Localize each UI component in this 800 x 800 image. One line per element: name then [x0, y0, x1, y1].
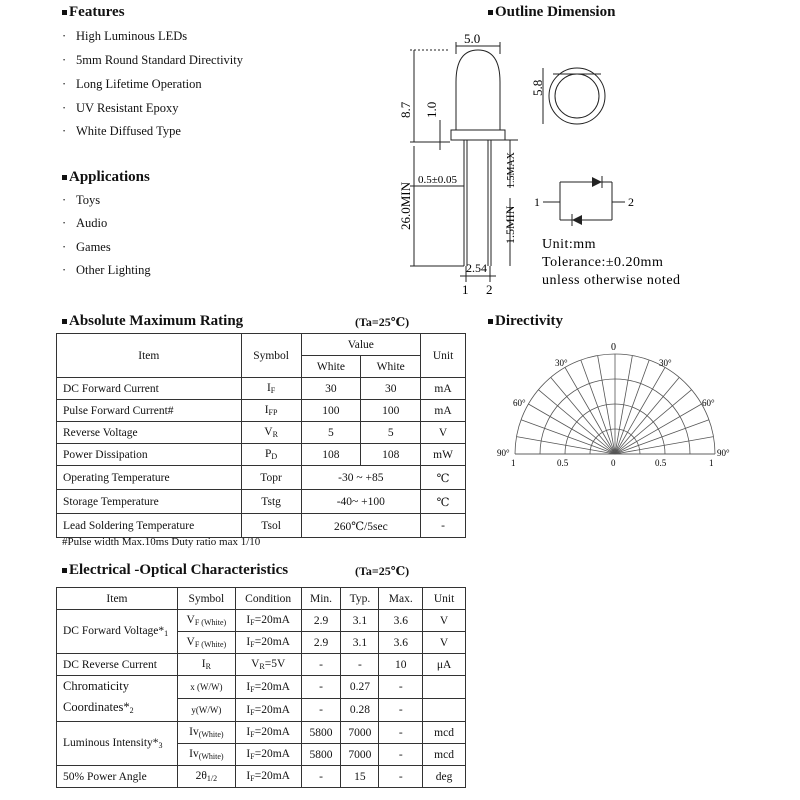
directivity-title: Directivity: [488, 313, 563, 330]
schematic-pin-2: 2: [628, 195, 634, 209]
eo-title: Electrical -Optical Characteristics: [62, 562, 288, 579]
section-bullet-icon: [62, 10, 67, 15]
eo-table: Item Symbol Condition Min. Typ. Max. Unit DC Forward $Voltage*_1$ $V_{F (White)}$ $I_F=20mA$ 2.9 3.1 3.6 V $V_{F (White)}$ $I_F=20mA$ 2.9 3.1 3.6 V DC Reverse Current $I_R$ $V_R=5V$ - - 10 μA Chromaticity $Coordinates*_2$ x (W/W) $I_F=20mA$ - 0.27 - y(W/W) $I_F=20mA$ - 0.28 - Luminous $Intensity*_3$ $Iv_{(White)}$ $I_F=20mA$ 5800 7000 - mcd $Iv_{(White)}$ $I_F=20mA$ 5800 7000 - mcd 50% Power Angle $2\theta_{1/2}$ $I_F=20mA$ - 15 - deg: [56, 587, 466, 788]
table-row: Chromaticity $Coordinates*_2$ x (W/W) $I_F=20mA$ - 0.27 -: [57, 676, 466, 699]
table-row: Pulse Forward Current# $I_{FP}$ 100 100 mA: [57, 400, 466, 422]
table-row: Storage Temperature Tstg -40~ +100 ℃: [57, 490, 466, 514]
col-value: Value: [301, 334, 421, 356]
outline-drawing: [380, 20, 740, 300]
dim-max: 1.5MAX: [506, 152, 517, 188]
diode-arrow-icon: [572, 215, 582, 225]
table-row: $V_{F (White)}$ $I_F=20mA$ 2.9 3.1 3.6 V: [57, 632, 466, 654]
table-row: Lead Soldering Temperature Tsol 260℃/5sec -: [57, 514, 466, 538]
application-item: · Other Lighting: [62, 263, 151, 277]
col-item: Item: [57, 334, 242, 378]
axis-05r: 0.5: [655, 458, 667, 468]
pin-2: 2: [486, 282, 493, 297]
table-row: DC Reverse Current $I_R$ $V_R=5V$ - - 10 μA: [57, 654, 466, 676]
dim-min-length: 26.0MIN: [398, 181, 413, 230]
table-row: Reverse Voltage $V_R$ 5 5 V: [57, 422, 466, 444]
directivity-chart: [495, 336, 745, 471]
feature-item: · 5mm Round Standard Directivity: [62, 53, 243, 67]
eo-ta: (Ta=25℃): [355, 564, 410, 578]
dim-lead: 0.5±0.05: [418, 174, 458, 186]
abs-max-ta: (Ta=25℃): [355, 315, 410, 329]
section-bullet-icon: [62, 568, 67, 573]
dim-min: 1.5MIN: [503, 205, 517, 244]
application-item: · Audio: [62, 216, 108, 230]
dim-diameter: 5.8: [530, 79, 545, 96]
label-l90: 90°: [497, 448, 510, 458]
pin-1: 1: [462, 282, 469, 297]
section-bullet-icon: [488, 10, 493, 15]
led-front-outline: [549, 68, 605, 124]
axis-1r: 1: [709, 458, 714, 468]
schematic-pin-1: 1: [534, 195, 540, 209]
feature-item: · High Luminous LEDs: [62, 29, 188, 43]
axis-0: 0: [611, 458, 616, 468]
table-row: DC Forward $Voltage*_1$ $V_{F (White)}$ $I_F=20mA$ 2.9 3.1 3.6 V: [57, 610, 466, 632]
dim-flange: 1.0: [424, 101, 439, 118]
dim-height: 8.7: [398, 101, 413, 118]
abs-max-note: #Pulse width Max.10ms Duty ratio max 1/10: [62, 536, 261, 548]
unit-note: Unit:mm: [542, 237, 597, 252]
led-flange: [451, 130, 505, 140]
label-l30: 30°: [555, 358, 568, 368]
features-title: Features: [62, 4, 125, 21]
table-row: Power Dissipation $P_D$ 108 108 mW: [57, 444, 466, 466]
abs-max-table: [56, 333, 466, 538]
col-symbol: Symbol: [241, 334, 301, 378]
col-white: White: [361, 356, 421, 378]
unless-note: unless otherwise noted: [542, 273, 681, 288]
abs-max-title: Absolute Maximum Rating: [62, 313, 243, 330]
table-row: Luminous $Intensity*_3$ $Iv_{(White)}$ $I_F=20mA$ 5800 7000 - mcd: [57, 722, 466, 744]
feature-item: · Long Lifetime Operation: [62, 77, 202, 91]
label-0: 0: [611, 342, 616, 353]
feature-item: · UV Resistant Epoxy: [62, 101, 179, 115]
feature-item: · White Diffused Type: [62, 124, 181, 138]
label-r90: 90°: [717, 448, 730, 458]
col-white: White: [301, 356, 361, 378]
outline-title: Outline Dimension: [488, 4, 615, 21]
label-l60: 60°: [513, 398, 526, 408]
table-row: $Iv_{(White)}$ $I_F=20mA$ 5800 7000 - mcd: [57, 744, 466, 766]
tolerance-note: Tolerance:±0.20mm: [542, 255, 664, 270]
table-row: DC Forward Current $I_F$ 30 30 mA: [57, 378, 466, 400]
label-r30: 30°: [659, 358, 672, 368]
label-r60: 60°: [702, 398, 715, 408]
axis-05l: 0.5: [557, 458, 569, 468]
diode-arrow-icon: [592, 177, 602, 187]
table-row: Operating Temperature Topr -30 ~ +85 ℃: [57, 466, 466, 490]
section-bullet-icon: [62, 319, 67, 324]
dim-width: 5.0: [464, 31, 481, 46]
dim-pitch: 2.54: [466, 261, 487, 275]
section-bullet-icon: [62, 175, 67, 180]
section-bullet-icon: [488, 319, 493, 324]
applications-title: Applications: [62, 169, 150, 186]
led-body-outline: [456, 50, 500, 130]
axis-1l: 1: [511, 458, 516, 468]
application-item: · Games: [62, 240, 111, 254]
col-unit: Unit: [421, 334, 466, 378]
application-item: · Toys: [62, 193, 101, 207]
table-row: y(W/W) $I_F=20mA$ - 0.28 -: [57, 699, 466, 722]
table-row: 50% Power Angle $2\theta_{1/2}$ $I_F=20mA$ - 15 - deg: [57, 766, 466, 788]
